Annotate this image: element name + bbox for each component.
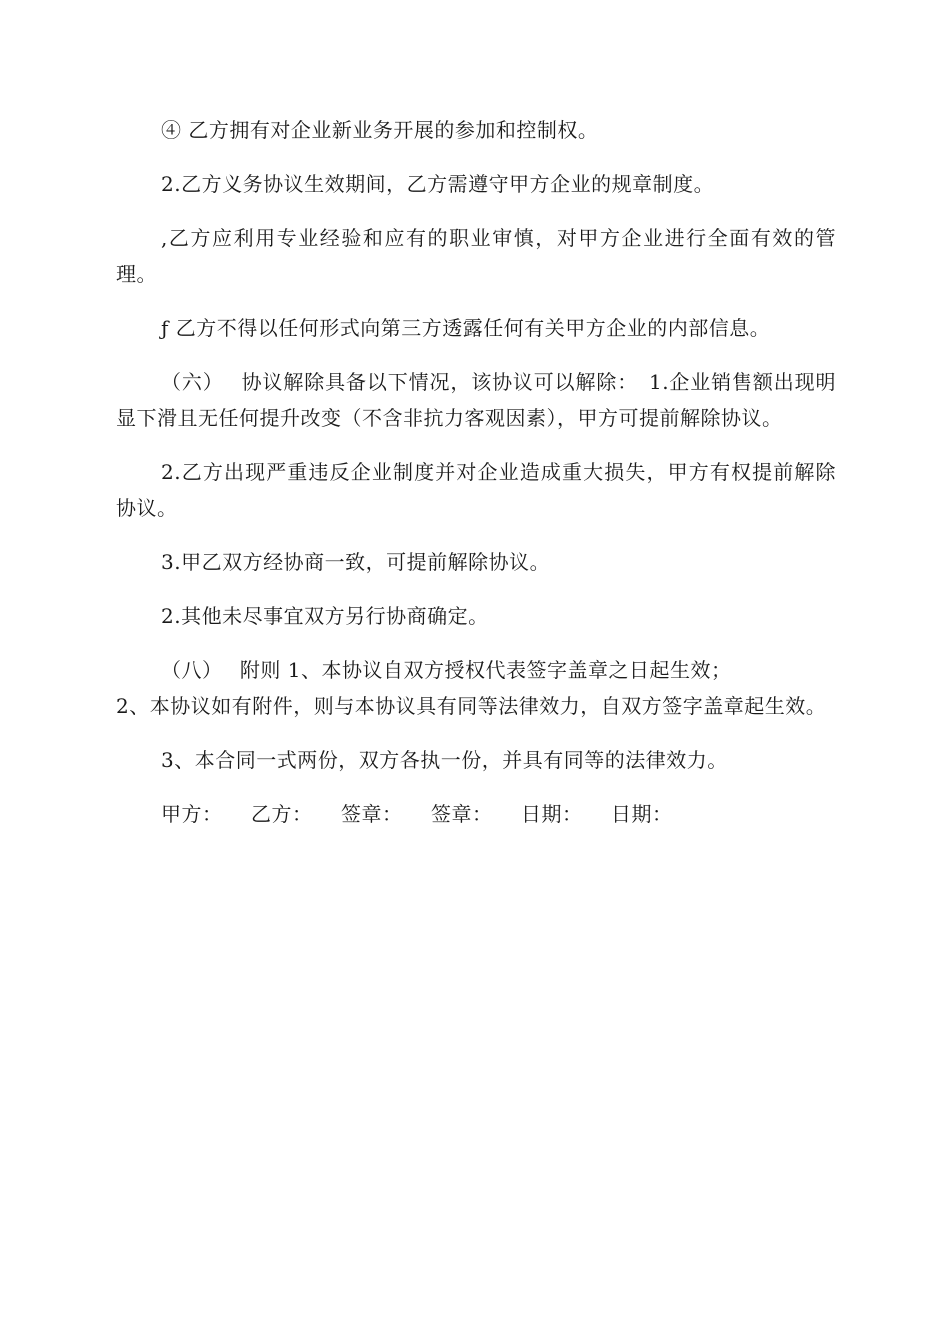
signature-row xyxy=(116,796,836,832)
paragraph-supplementary: （八） 附则 1、本协议自双方授权代表签字盖章之日起生效； xyxy=(161,658,732,682)
paragraph-termination-mutual: 3.甲乙双方经协商一致，可提前解除协议。 xyxy=(161,550,551,574)
paragraph-right-control: ④ 乙方拥有对企业新业务开展的参加和控制权。 xyxy=(161,118,599,142)
paragraph-termination: （六） 协议解除具备以下情况，该协议可以解除： 1.企业销售额出现明显下滑且无任何提升改变（不含非抗力客观因素），甲方可提前解除协议。 xyxy=(116,370,836,430)
document-body xyxy=(116,112,836,832)
signature-date-a: 日期： xyxy=(521,802,583,826)
signature-date-b: 日期： xyxy=(611,802,673,826)
signature-party-b: 乙方： xyxy=(251,802,313,826)
paragraph-attachments: 2、本协议如有附件，则与本协议具有同等法律效力，自双方签字盖章起生效。 xyxy=(116,694,827,718)
paragraph-confidentiality: ƒ 乙方不得以任何形式向第三方透露任何有关甲方企业的内部信息。 xyxy=(161,316,771,340)
paragraph-copies: 3、本合同一式两份，双方各执一份，并具有同等的法律效力。 xyxy=(161,748,728,772)
signature-seal-a: 签章： xyxy=(341,802,403,826)
paragraph-obligation: 2.乙方义务协议生效期间，乙方需遵守甲方企业的规章制度。 xyxy=(161,172,715,196)
signature-party-a: 甲方： xyxy=(161,802,223,826)
signature-seal-b: 签章： xyxy=(431,802,493,826)
paragraph-termination-violation: 2.乙方出现严重违反企业制度并对企业造成重大损失，甲方有权提前解除协议。 xyxy=(116,460,836,520)
paragraph-management: ,乙方应利用专业经验和应有的职业审慎，对甲方企业进行全面有效的管理。 xyxy=(116,226,836,286)
paragraph-other-matters: 2.其他未尽事宜双方另行协商确定。 xyxy=(161,604,489,628)
